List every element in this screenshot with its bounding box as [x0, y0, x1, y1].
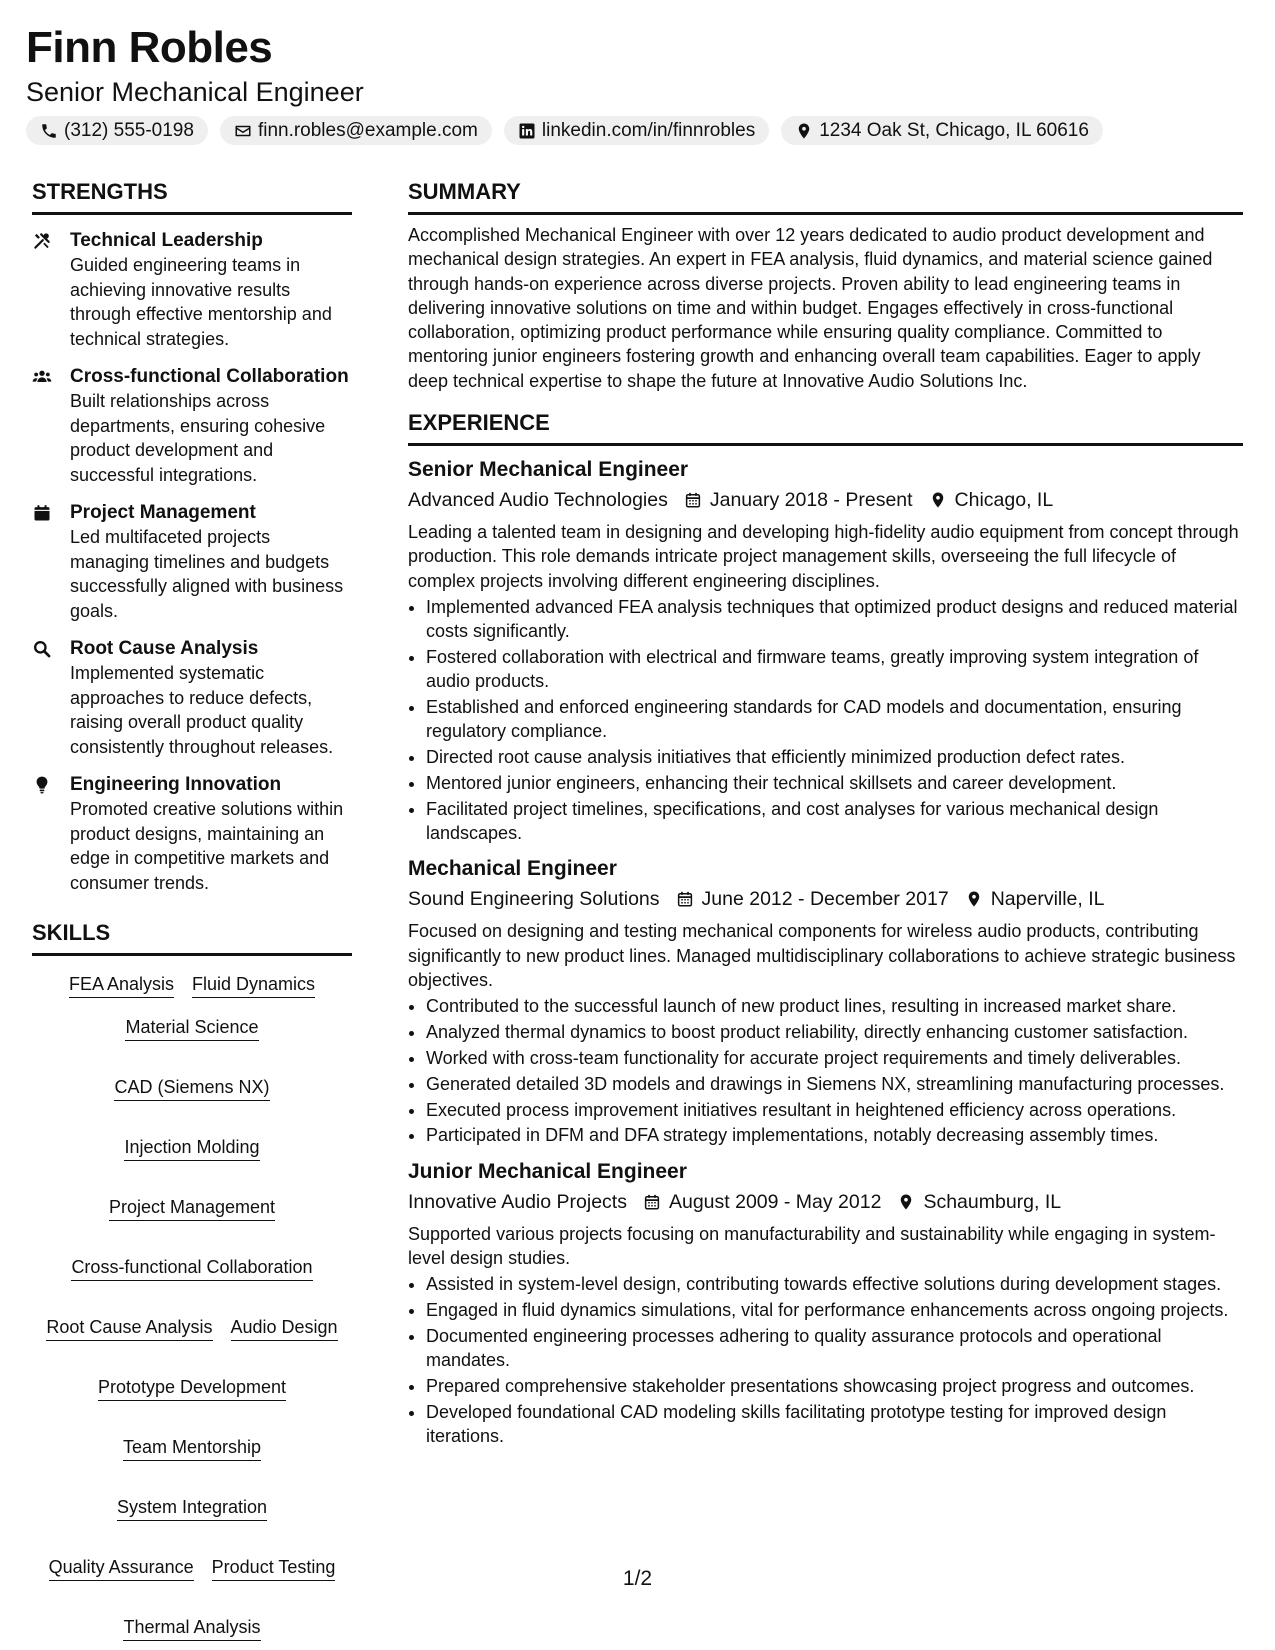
job-meta [408, 486, 1243, 514]
bullet-item: • Mentored junior engineers, enhancing their technical skillsets and career development. [426, 771, 1243, 795]
contact-linkedin[interactable] [504, 116, 769, 145]
contact-email-text: finn.robles@example.com [257, 119, 478, 141]
skill-tag: Fluid Dynamics [192, 972, 315, 998]
skill-tag: Injection Molding [124, 1135, 259, 1161]
page-number: 1/2 [622, 1567, 653, 1590]
strengths-heading: STRENGTHS [32, 178, 352, 215]
lightbulb-icon [32, 775, 52, 795]
bullet-item: • Facilitated project timelines, specifications, and cost analyses for various mechanical design landscapes. [426, 797, 1243, 846]
bullet-item: • Established and enforced engineering standards for CAD models and documentation, ensuring regulatory compliance. [426, 695, 1243, 744]
contact-address[interactable] [781, 116, 1103, 145]
job-title: Junior Mechanical Engineer [408, 1159, 687, 1183]
strength-item [32, 229, 352, 351]
bullet-item: • Participated in DFM and DFA strategy implementations, notably decreasing assembly times. [426, 1123, 1243, 1147]
job-company: Innovative Audio Projects [408, 1190, 627, 1213]
tools-icon [32, 231, 52, 251]
strength-title: Cross-functional Collaboration [70, 366, 349, 387]
strength-item [32, 501, 352, 623]
strength-desc: Implemented systematic approaches to reduce defects, raising overall product quality consistently throughout releases. [70, 663, 334, 757]
job-location: Naperville, IL [990, 888, 1105, 911]
job-entry [408, 456, 1243, 845]
phone-icon [40, 122, 58, 140]
experience-heading: EXPERIENCE [408, 409, 1243, 446]
bullet-item: • Directed root cause analysis initiatives that efficiently minimized production defect rates. [426, 745, 1243, 769]
job-bullets [408, 595, 1243, 845]
strength-item [32, 365, 352, 487]
users-icon [32, 367, 52, 387]
job-bullets [408, 1272, 1243, 1448]
bullet-item: • Generated detailed 3D models and drawings in Siemens NX, streamlining manufacturing processes. [426, 1072, 1243, 1096]
skill-tag: Product Testing [212, 1555, 336, 1581]
skill-tag: FEA Analysis [69, 972, 174, 998]
skill-tag: Cross-functional Collaboration [71, 1255, 312, 1281]
calendar-icon [676, 890, 694, 908]
bullet-item: • Prepared comprehensive stakeholder presentations showcasing project progress and outcomes. [426, 1374, 1243, 1398]
strength-desc: Promoted creative solutions within product designs, maintaining an edge in competitive markets and consumer trends. [70, 799, 344, 893]
bullet-item: • Assisted in system-level design, contributing towards effective solutions during development stages. [426, 1272, 1243, 1296]
job-dates: January 2018 - Present [709, 489, 913, 512]
summary-text: Accomplished Mechanical Engineer with over 12 years dedicated to audio product development and mechanical design strategies. An expert in FEA analysis, fluid dynamics, and material science gained through hands-on experience across diverse projects. Proven ability to lead engineering teams in delivering innovative solutions on time and within budget. Engages effectively in cross-functional collaboration, optimizing product performance while ensuring quality compliance. Committed to mentoring junior engineers fostering growth and enhancing overall team capabilities. Eager to apply deep technical expertise to shape the future at Innovative Audio Solutions Inc. [408, 225, 1213, 391]
job-location: Chicago, IL [954, 489, 1054, 512]
strength-item [32, 773, 352, 895]
contact-phone-text: (312) 555-0198 [64, 119, 194, 141]
job-meta [408, 1188, 1243, 1216]
job-title: Mechanical Engineer [408, 857, 617, 881]
job-description: Leading a talented team in designing and developing high-fidelity audio equipment from concept through production. This role demands intricate project management skills, overseeing the full lifecycle of complex projects involving different engineering disciplines. [408, 522, 1239, 591]
job-description: Focused on designing and testing mechanical components for wireless audio products, contributing significantly to new product lines. Managed multidisciplinary collaborations to achieve strategic business objectives. [408, 921, 1236, 991]
skill-tag: System Integration [117, 1495, 267, 1521]
bullet-item: • Analyzed thermal dynamics to boost product reliability, directly enhancing customer satisfaction. [426, 1020, 1243, 1044]
search-icon [32, 639, 52, 659]
skill-tag: Project Management [109, 1195, 275, 1221]
contact-bar [26, 116, 1246, 145]
job-entry [408, 855, 1243, 1147]
contact-phone[interactable] [26, 116, 208, 145]
job-bullets [408, 994, 1243, 1147]
envelope-icon [234, 122, 252, 140]
skill-tag: Team Mentorship [123, 1435, 261, 1461]
strength-title: Project Management [70, 502, 256, 523]
job-company: Advanced Audio Technologies [408, 489, 668, 512]
strength-desc: Led multifaceted projects managing timelines and budgets successfully aligned with business goals. [70, 527, 344, 621]
job-title: Senior Mechanical Engineer [408, 458, 689, 482]
skill-tag: Material Science [125, 1015, 258, 1041]
contact-linkedin-text: linkedin.com/in/finnrobles [541, 119, 756, 141]
bullet-item: • Contributed to the successful launch of new product lines, resulting in increased market share. [426, 994, 1243, 1018]
strength-title: Engineering Innovation [70, 774, 282, 795]
bullet-item: • Documented engineering processes adhering to quality assurance protocols and operational mandates. [426, 1324, 1243, 1373]
job-meta [408, 885, 1243, 913]
bullet-item: • Engaged in fluid dynamics simulations, vital for performance enhancements across ongoing projects. [426, 1298, 1243, 1322]
candidate-name: Finn Robles [26, 23, 273, 72]
job-dates: June 2012 - December 2017 [701, 888, 949, 911]
skill-tag: Quality Assurance [49, 1555, 194, 1581]
calendar-icon [32, 503, 52, 523]
calendar-icon [684, 491, 702, 509]
strength-item [32, 637, 352, 759]
strength-title: Technical Leadership [70, 230, 263, 251]
job-location: Schaumburg, IL [923, 1190, 1062, 1213]
map-pin-icon [897, 1193, 915, 1211]
bullet-item: • Executed process improvement initiatives resultant in heightened efficiency across operations. [426, 1098, 1243, 1122]
bullet-item: • Developed foundational CAD modeling skills facilitating prototype testing for improved design iterations. [426, 1400, 1243, 1449]
skill-tag: Prototype Development [98, 1375, 286, 1401]
calendar-icon [643, 1193, 661, 1211]
skill-tag: Thermal Analysis [123, 1615, 260, 1641]
skill-tag: CAD (Siemens NX) [114, 1075, 269, 1101]
summary-heading: SUMMARY [408, 178, 1243, 215]
contact-address-text: 1234 Oak St, Chicago, IL 60616 [819, 119, 1089, 141]
right-column [408, 178, 1243, 1450]
strength-desc: Built relationships across departments, ensuring cohesive product development and successful integrations. [70, 391, 326, 485]
job-company: Sound Engineering Solutions [408, 888, 660, 911]
map-pin-icon [965, 890, 983, 908]
bullet-item: • Implemented advanced FEA analysis techniques that optimized product designs and reduced material costs significantly. [426, 595, 1243, 644]
job-dates: August 2009 - May 2012 [668, 1190, 882, 1213]
skill-tag: Root Cause Analysis [46, 1315, 212, 1341]
contact-email[interactable] [220, 116, 492, 145]
linkedin-icon [518, 122, 536, 140]
resume-header [26, 20, 1246, 145]
bullet-item: • Fostered collaboration with electrical and firmware teams, greatly improving system integration of audio products. [426, 645, 1243, 694]
skills-list [32, 972, 352, 1641]
skill-tag: Audio Design [231, 1315, 338, 1341]
left-column [32, 178, 352, 1641]
candidate-title: Senior Mechanical Engineer [26, 77, 364, 107]
strength-desc: Guided engineering teams in achieving innovative results through effective mentorship and technical strategies. [70, 255, 332, 349]
bullet-item: • Worked with cross-team functionality for accurate project requirements and timely deliverables. [426, 1046, 1243, 1070]
skills-heading: SKILLS [32, 919, 352, 956]
map-pin-icon [795, 122, 813, 140]
job-entry [408, 1158, 1243, 1449]
job-description: Supported various projects focusing on manufacturability and sustainability while engaging in system-level design studies. [408, 1223, 1216, 1268]
map-pin-icon [929, 491, 947, 509]
strength-title: Root Cause Analysis [70, 638, 259, 659]
